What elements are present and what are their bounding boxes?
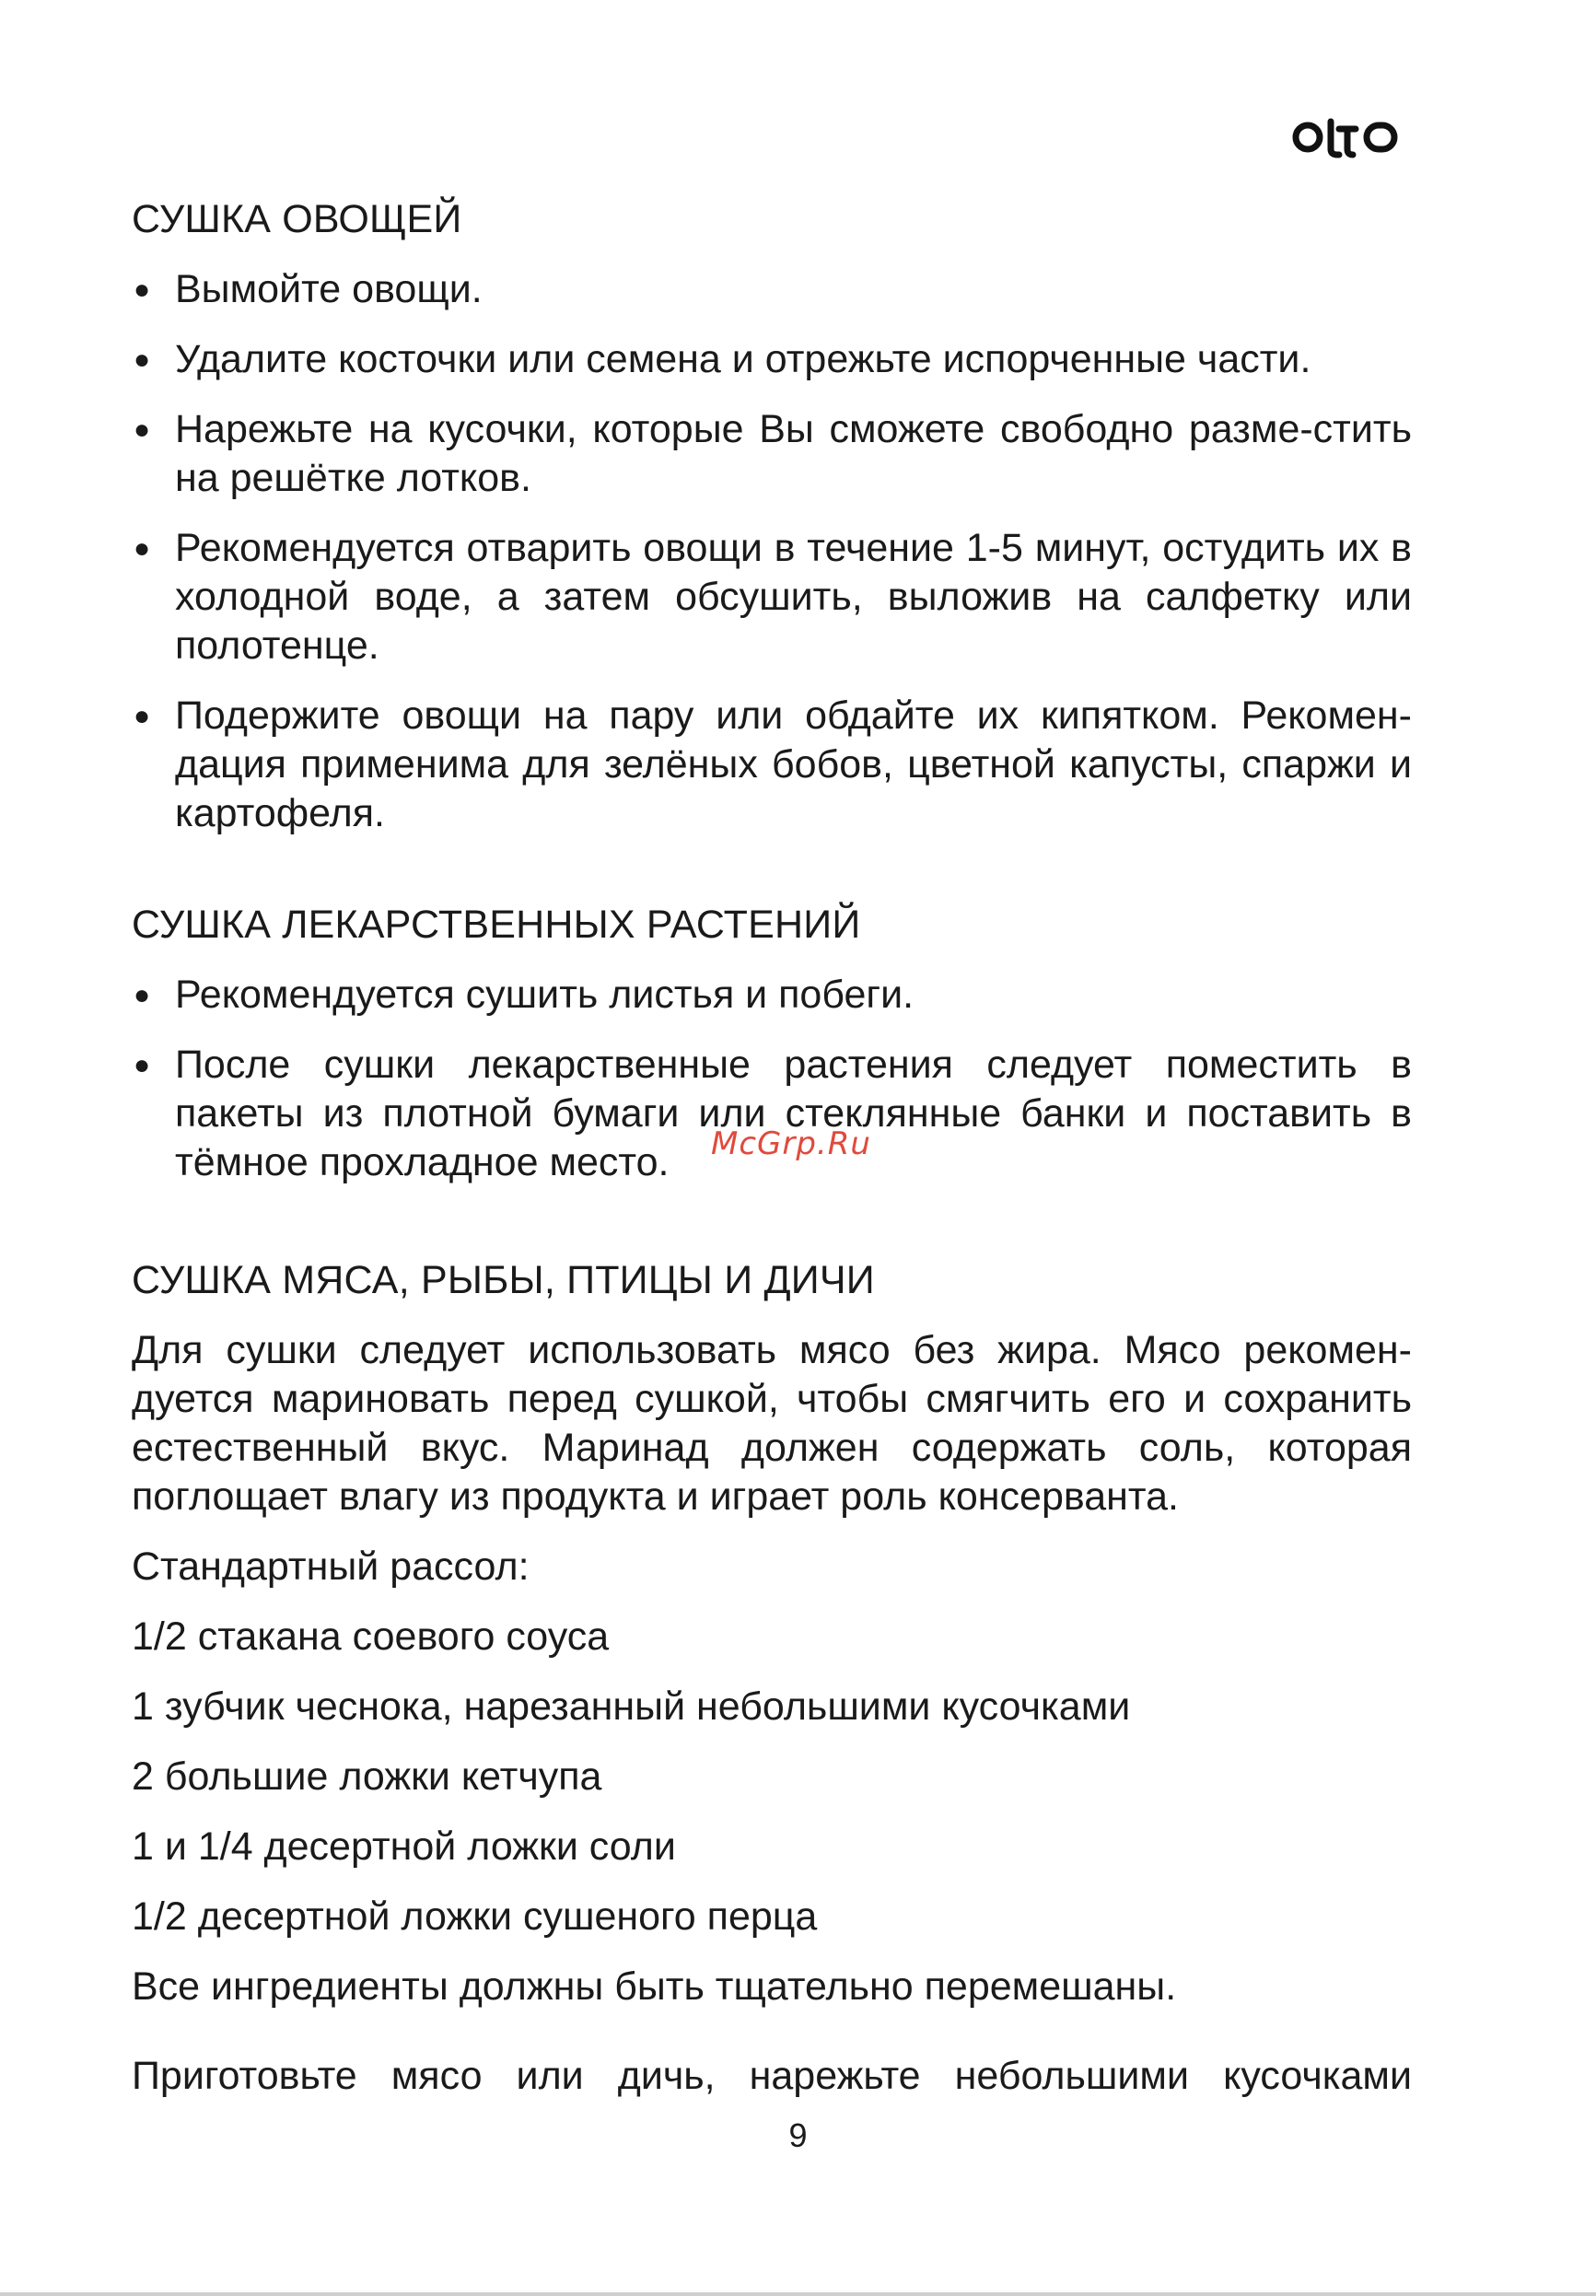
vegetables-list: [132, 265, 1412, 838]
bullet-icon: ●: [134, 414, 151, 445]
page-number: 9: [788, 2116, 808, 2154]
mixing-note: Все ингредиенты должны быть тщательно перемешаны.: [132, 1964, 1177, 2009]
list-item: ● Удалите косточки или семена и отрежьте испорченные части.: [132, 335, 1412, 384]
section-heading-meat: СУШКА МЯСА, РЫБЫ, ПТИЦЫ И ДИЧИ: [132, 1258, 875, 1302]
bullet-icon: ●: [134, 344, 151, 375]
meat-intro-paragraph: Для сушки следует использовать мясо без жира. Мясо рекомен-дуется мариновать перед сушкой, чтобы смягчить его и сохранить естественный вкус. Маринад должен содержать соль, которая поглощает влагу из продукта и играет роль консерванта.: [132, 1328, 1412, 1519]
continuation-line: Приготовьте мясо или дичь, нарежьте небольшими кусочками: [132, 2054, 1412, 2098]
section-heading-vegetables: СУШКА ОВОЩЕЙ: [132, 197, 462, 241]
ingredient-line: 1 зубчик чеснока, нарезанный небольшими кусочками: [132, 1684, 1131, 1729]
list-item: ● Нарежьте на кусочки, которые Вы сможете свободно разме-стить на решётке лотков.: [134, 407, 1412, 500]
bullet-icon: ●: [134, 274, 151, 305]
watermark-text: McGrp.Ru: [711, 1125, 871, 1162]
list-item: ● Подержите овощи на пару или обдайте их кипятком. Рекомен-дация применима для зелёных бобов, цветной капусты, спаржи и картофеля.: [134, 693, 1412, 835]
ingredient-line: 1/2 десертной ложки сушеного перца: [132, 1894, 818, 1939]
page-bottom-divider: [0, 2292, 1596, 2296]
list-item: ● Рекомендуется сушить листья и побеги.: [132, 971, 1412, 1020]
list-item: ● Рекомендуется отварить овощи в течение 1-5 минут, остудить их в холодной воде, а затем обсушить, выложив на салфетку или полотенце.: [134, 526, 1412, 668]
list-item: ● После сушки лекарственные растения следует поместить в пакеты из плотной бумаги или стеклянные банки и поставить в тёмное прохладное место.: [134, 1043, 1412, 1184]
bullet-icon: ●: [134, 533, 151, 564]
ingredient-line: 2 большие ложки кетчупа: [132, 1754, 602, 1799]
list-item: ● Вымойте овощи.: [132, 265, 1412, 314]
bullet-icon: ●: [134, 701, 151, 731]
section-heading-herbs: СУШКА ЛЕКАРСТВЕННЫХ РАСТЕНИЙ: [132, 903, 861, 947]
ingredient-line: 1 и 1/4 десертной ложки соли: [132, 1824, 676, 1869]
bullet-icon: ●: [134, 1050, 151, 1080]
bullet-icon: ●: [134, 980, 151, 1010]
brine-title: Стандартный рассол:: [132, 1544, 530, 1589]
olto-logo: [1291, 116, 1402, 162]
ingredient-line: 1/2 стакана соевого соуса: [132, 1614, 610, 1659]
